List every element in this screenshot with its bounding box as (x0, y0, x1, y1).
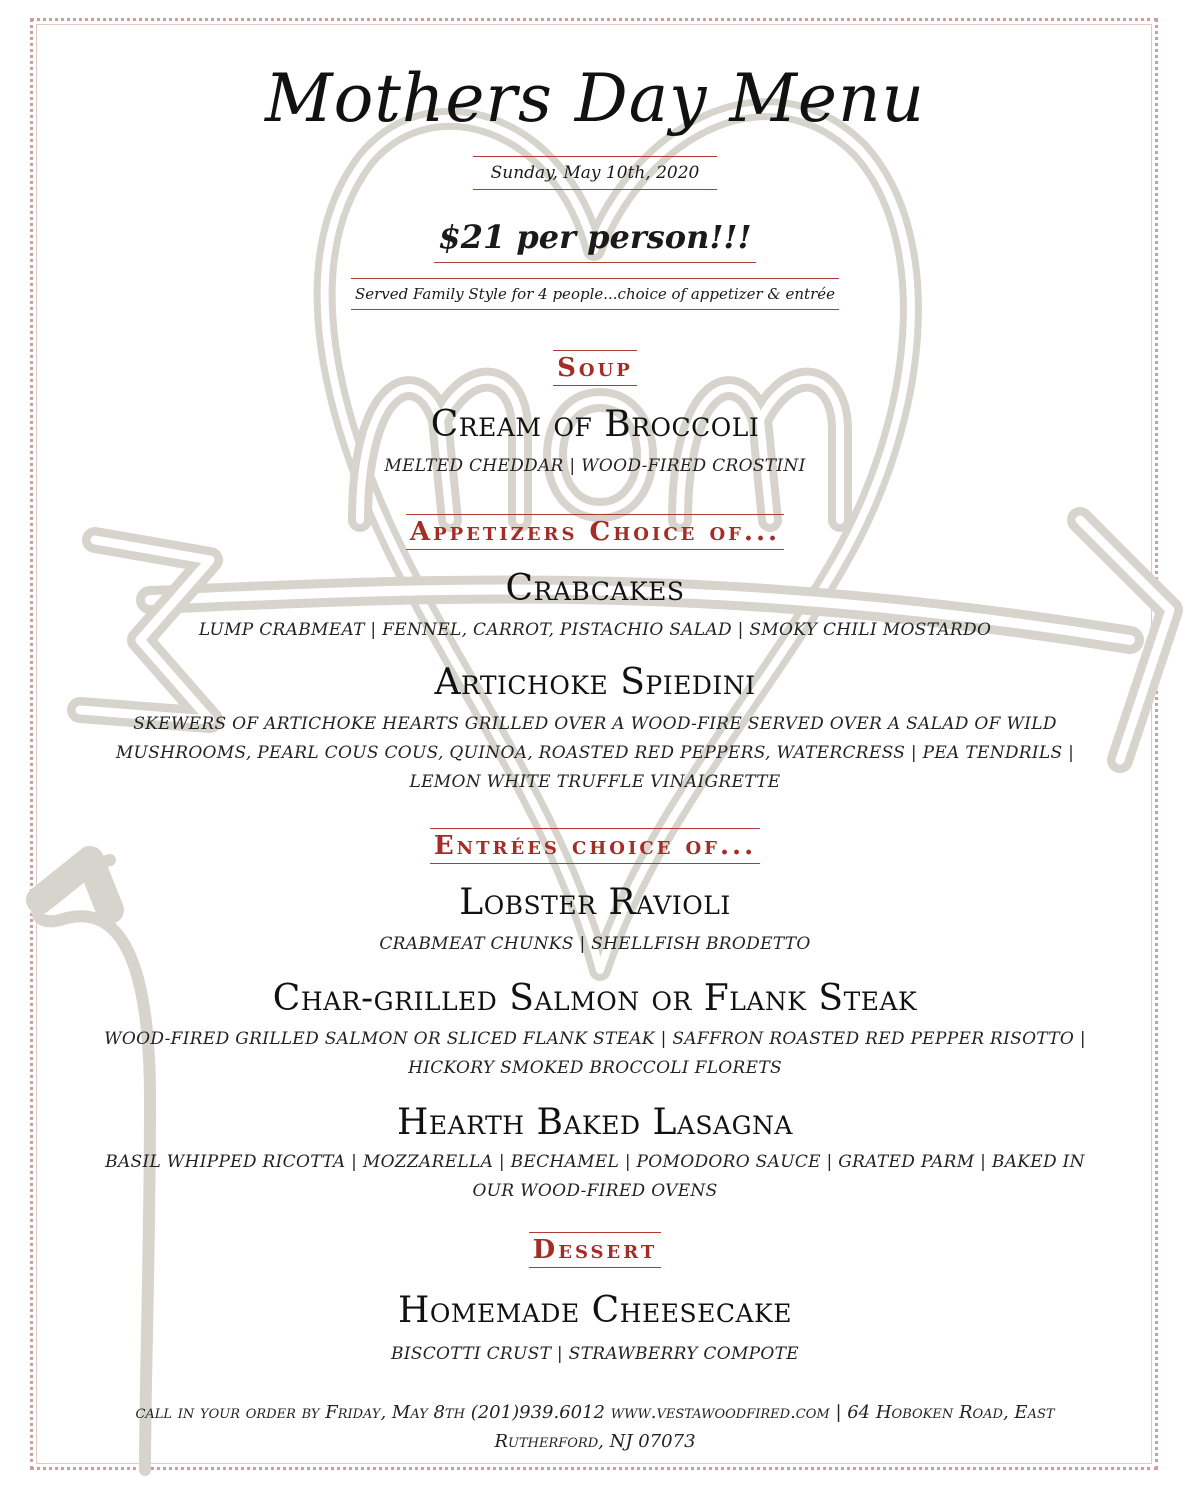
section-label: Entrées choice of... (430, 828, 760, 864)
menu-date: Sunday, May 10th, 2020 (473, 156, 718, 190)
price-per-person: $21 per person!!! (434, 218, 755, 263)
menu-item-desc: MELTED CHEDDAR | WOOD-FIRED CROSTINI (384, 456, 806, 476)
section-heading-soup (0, 350, 1190, 386)
section-heading-dessert (0, 1232, 1190, 1268)
menu-title: Mothers Day Menu (265, 60, 925, 137)
menu-item-name: Artichoke Spiedini (434, 662, 756, 703)
menu-item-name: Cream of Broccoli (430, 404, 760, 445)
menu-item-desc: LUMP CRABMEAT | FENNEL, CARROT, PISTACHIO SALAD | SMOKY CHILI MOSTARDO (198, 620, 992, 640)
section-label: Dessert (529, 1232, 662, 1268)
section-label: Appetizers Choice of... (406, 514, 784, 550)
served-block (0, 278, 1190, 310)
footer-contact: call in your order by Friday, May 8th (201)939.6012 www.vestawoodfired.com | 64 Hoboken Road, East Rutherford, NJ 07073 (135, 1402, 1055, 1452)
menu-item-name: Homemade Cheesecake (398, 1290, 792, 1331)
menu-item-desc: WOOD-FIRED GRILLED SALMON OR SLICED FLANK STEAK | SAFFRON ROASTED RED PEPPER RISOTTO | HICKORY SMOKED BROCCOLI FLORETS (104, 1029, 1086, 1078)
menu-item-name: Hearth Baked Lasagna (397, 1102, 793, 1143)
section-label: Soup (553, 350, 637, 386)
price-block (0, 218, 1190, 263)
menu-item-desc: SKEWERS OF ARTICHOKE HEARTS GRILLED OVER A WOOD-FIRE SERVED OVER A SALAD OF WILD MUSHROOMS, PEARL COUS COUS, QUINOA, ROASTED RED PEPPERS, WATERCRESS | PEA TENDRILS | LEMON WHITE TRUFFLE VINAIGRETTE (115, 714, 1075, 792)
served-note: Served Family Style for 4 people...choice of appetizer & entrée (351, 278, 839, 310)
menu-item-name: Char-grilled Salmon or Flank Steak (272, 978, 918, 1019)
menu-item-desc: BASIL WHIPPED RICOTTA | MOZZARELLA | BECHAMEL | POMODORO SAUCE | GRATED PARM | BAKED IN OUR WOOD-FIRED OVENS (105, 1152, 1085, 1201)
section-heading-appetizers (0, 514, 1190, 550)
menu-item-desc: BISCOTTI CRUST | STRAWBERRY COMPOTE (391, 1344, 799, 1364)
menu-item-name: Crabcakes (505, 568, 685, 609)
menu-item-desc: CRABMEAT CHUNKS | SHELLFISH BRODETTO (379, 934, 811, 954)
menu-date-block (0, 156, 1190, 190)
section-heading-entrees (0, 828, 1190, 864)
menu-item-name: Lobster Ravioli (459, 882, 731, 923)
